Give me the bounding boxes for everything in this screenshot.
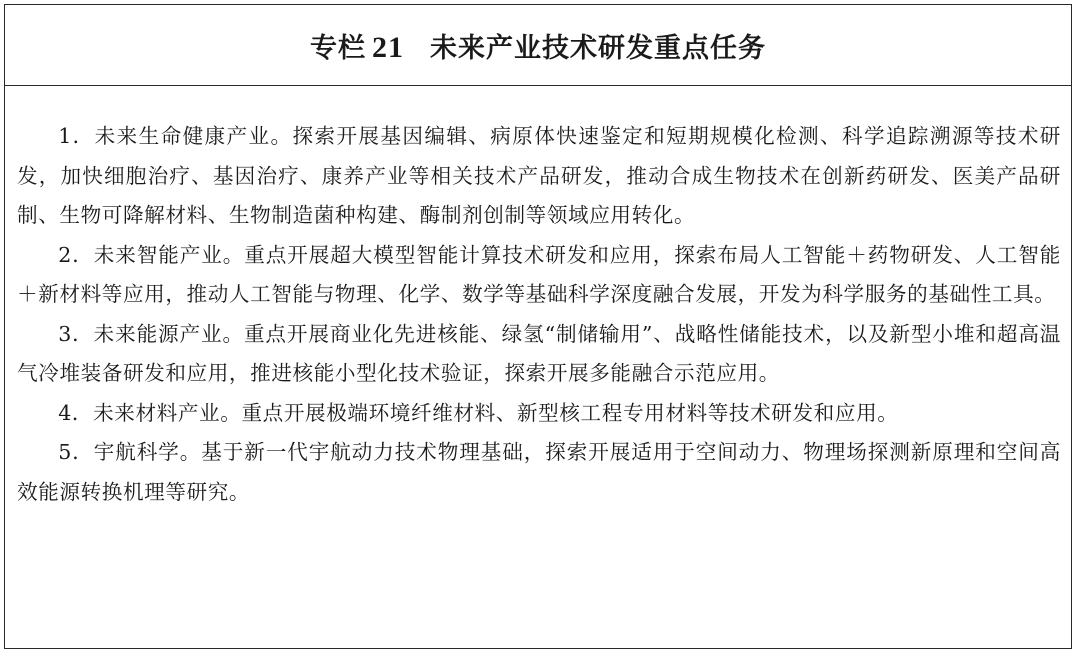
task-item-1 [17,117,1061,236]
task-item-lead: 5．宇航科学。 [58,440,202,464]
column-title [310,26,766,65]
column-heading: 未来产业技术研发重点任务 [430,32,766,64]
task-item-4 [17,394,1061,434]
task-item-5 [17,433,1061,512]
task-item-3 [17,315,1061,394]
column-number: 21 [372,30,404,64]
task-item-2 [17,236,1061,315]
task-item-text: 探索开展基因编辑、病原体快速鉴定和短期规模化检测、科学追踪溯源等技术研发，加快细胞治疗、基因治疗、康养产业等相关技术产品研发，推动合成生物技术在创新药研发、医美产品研制、生物可降解材料、生物制造菌种构建、酶制剂创制等领域应用转化。 [17,124,1062,227]
task-item-text: 重点开展超大模型智能计算技术研发和应用，探索布局人工智能＋药物研发、人工智能＋新材料等应用，推动人工智能与物理、化学、数学等基础科学深度融合发展，开发为科学服务的基础性工具。 [17,242,1061,306]
task-item-lead: 4．未来材料产业。 [58,400,242,425]
task-item-lead: 2．未来智能产业。 [58,242,245,267]
column-label: 专栏 [310,32,366,64]
column-body [17,117,1061,512]
task-item-text: 重点开展商业化先进核能、绿氢“制储输用”、战略性储能技术，以及新型小堆和超高温气冷堆装备研发和应用，推进核能小型化技术验证，探索开展多能融合示范应用。 [17,321,1061,385]
column-box [4,4,1072,649]
task-item-lead: 3．未来能源产业。 [58,321,244,346]
task-item-text: 基于新一代宇航动力技术物理基础，探索开展适用于空间动力、物理场探测新原理和空间高效能源转换机理等研究。 [17,440,1061,504]
task-item-lead: 1．未来生命健康产业。 [58,124,293,148]
task-item-text: 重点开展极端环境纤维材料、新型核工程专用材料等技术研发和应用。 [241,400,899,425]
column-header [5,5,1071,86]
